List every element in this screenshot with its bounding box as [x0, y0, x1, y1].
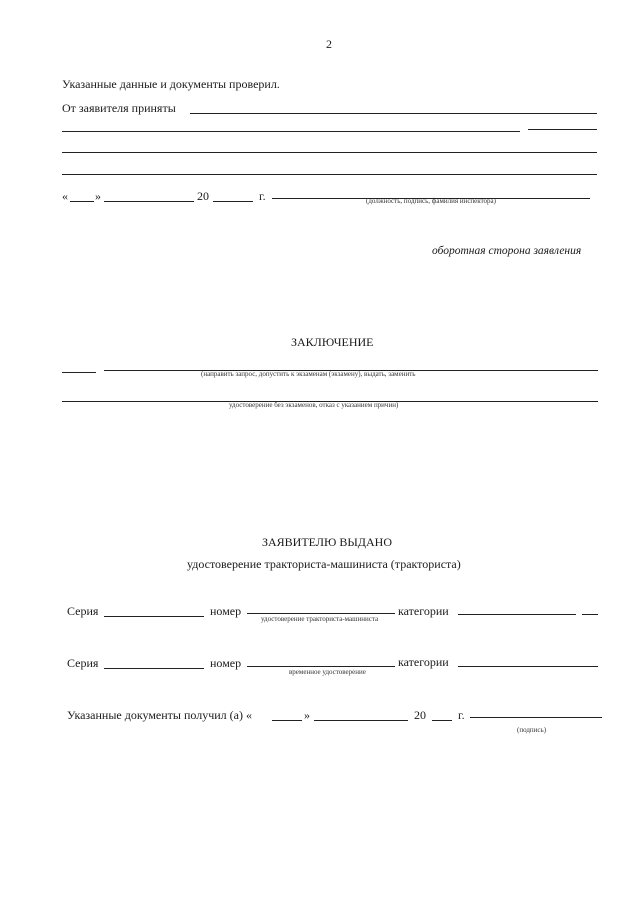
number-label-2: номер: [210, 656, 242, 670]
category-field-1b[interactable]: [582, 614, 598, 615]
series-label-2: Серия: [67, 656, 99, 670]
date-close-quote: »: [95, 189, 101, 203]
conclusion-caption-1: (направить запрос, допустить к экзаменам (экзамену), выдать, заменить: [201, 370, 416, 378]
checked-statement: Указанные данные и документы проверил.: [62, 77, 280, 91]
conclusion-title: ЗАКЛЮЧЕНИЕ: [291, 335, 374, 349]
conclusion-caption-2: удостоверение без экзаменов, отказ с указанием причин): [229, 401, 399, 409]
category-field-1[interactable]: [458, 614, 576, 615]
received-year-suffix: г.: [458, 708, 465, 722]
inspector-caption: (должность, подпись, фамилия инспектора): [366, 197, 496, 205]
number-caption-1: удостоверение тракториста-машиниста: [261, 615, 379, 623]
date-year-prefix: 20: [197, 189, 209, 203]
accepted-field-line-2[interactable]: [62, 131, 520, 132]
date-day-field[interactable]: [70, 201, 94, 202]
signature-caption: (подпись): [517, 726, 547, 734]
accepted-field-line-2b[interactable]: [528, 129, 597, 130]
received-close-quote: »: [304, 708, 310, 722]
accepted-field-line-4[interactable]: [62, 174, 597, 175]
series-field-2[interactable]: [104, 668, 204, 669]
date-open-quote: «: [62, 189, 68, 203]
category-label-2: категории: [398, 655, 449, 669]
accepted-field-line-3[interactable]: [62, 152, 597, 153]
issued-subtitle: удостоверение тракториста-машиниста (тракториста): [187, 557, 461, 571]
issued-title: ЗАЯВИТЕЛЮ ВЫДАНО: [262, 535, 392, 549]
number-caption-2: временное удостоверение: [289, 668, 366, 676]
number-field-1[interactable]: [247, 613, 395, 614]
reverse-side-note: оборотная сторона заявления: [432, 245, 582, 257]
category-label-1: категории: [398, 604, 449, 618]
category-field-2[interactable]: [458, 666, 598, 667]
received-month-field[interactable]: [314, 720, 408, 721]
received-year-prefix: 20: [414, 708, 426, 722]
conclusion-line-1a[interactable]: [62, 372, 96, 373]
series-label-1: Серия: [67, 604, 99, 618]
date-year-suffix: г.: [259, 189, 266, 203]
series-field-1[interactable]: [104, 616, 204, 617]
received-label: Указанные документы получил (а) «: [67, 708, 252, 722]
received-year-field[interactable]: [432, 720, 452, 721]
received-signature-field[interactable]: [470, 717, 602, 718]
date-month-field[interactable]: [104, 201, 194, 202]
number-label-1: номер: [210, 604, 242, 618]
accepted-label: От заявителя приняты: [62, 101, 176, 115]
number-field-2[interactable]: [247, 666, 395, 667]
date-year-field[interactable]: [213, 201, 253, 202]
page-number: 2: [326, 37, 332, 51]
received-day-field[interactable]: [272, 720, 302, 721]
accepted-field-line[interactable]: [190, 113, 597, 114]
